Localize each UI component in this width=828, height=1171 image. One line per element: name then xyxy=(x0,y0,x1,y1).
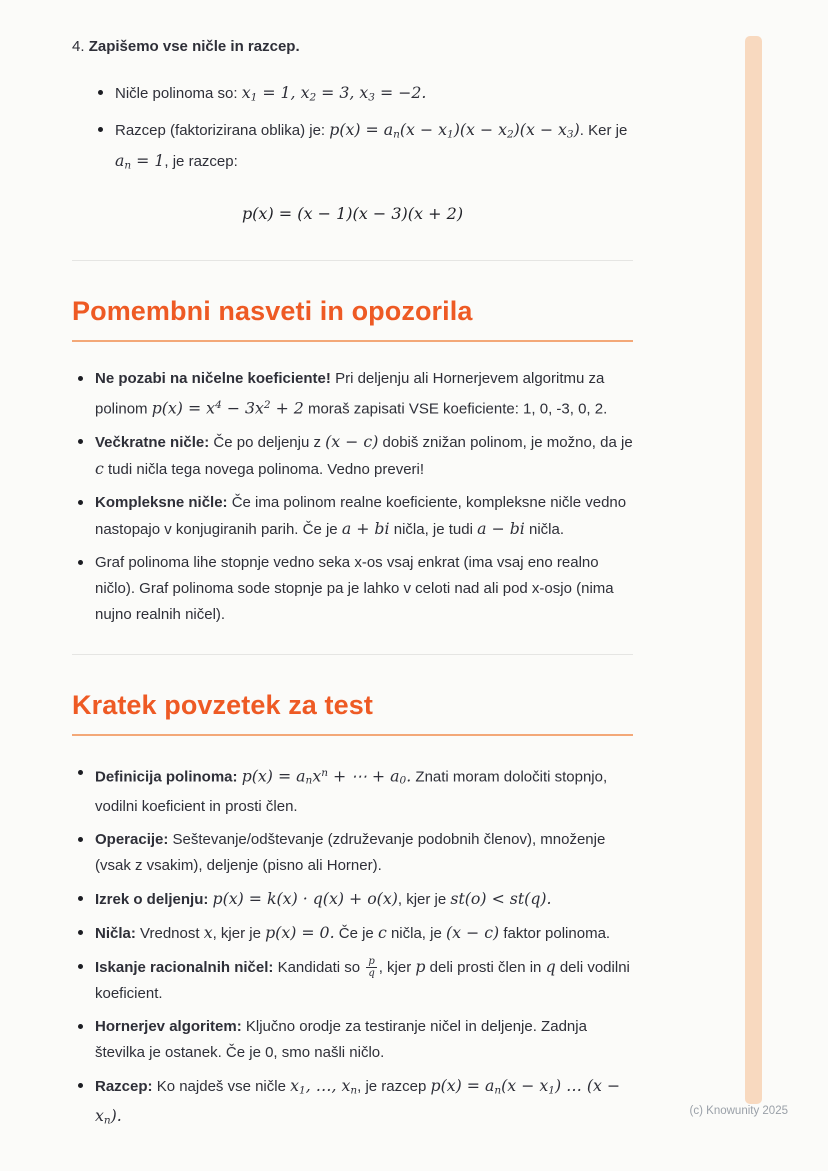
text-segment: p(x) = 0. xyxy=(265,922,335,942)
text-segment: 0 xyxy=(399,774,407,787)
text-segment: moraš zapisati VSE koeficiente: 1, 0, -3, 0, 2. xyxy=(303,400,608,418)
text-segment: Ključno orodje za testiranje ničel in deljenje. Zadnja številka je ostanek. Če je 0, smo našli ničlo. xyxy=(95,1017,587,1061)
text-segment: 3 xyxy=(566,128,574,141)
text-segment: faktor polinoma. xyxy=(499,924,611,942)
text-segment: Razcep: xyxy=(95,1077,153,1095)
text-segment: Pri deljenju ali Hornerjevem algoritmu za polinom xyxy=(95,369,605,418)
list-item xyxy=(92,117,633,178)
list-item xyxy=(72,366,633,422)
text-segment: p xyxy=(415,956,426,976)
text-segment: = 1 xyxy=(131,150,165,170)
text-segment: x xyxy=(290,1075,299,1095)
list-item xyxy=(72,490,633,543)
text-segment: , kjer je xyxy=(397,890,451,908)
text-segment: )(x − x xyxy=(453,120,507,140)
section-heading-nasveti: Pomembni nasveti in opozorila xyxy=(72,295,633,342)
text-segment: c xyxy=(377,922,387,942)
text-segment: x xyxy=(241,83,251,102)
text-segment: Razcep (faktorizirana oblika) je: xyxy=(115,122,330,140)
text-segment: + 2 xyxy=(270,398,304,418)
text-segment: p(x) = a xyxy=(329,120,394,140)
text-segment: 2 xyxy=(506,128,514,141)
text-segment: p(x) = a xyxy=(430,1075,495,1095)
text-segment: (x − x xyxy=(501,1075,549,1095)
list-item xyxy=(72,1073,633,1134)
text-segment: 1 xyxy=(447,128,454,141)
text-segment: Če ima polinom realne koeficiente, kompleksne ničle vedno nastopajo v konjugiranih parih. Če je xyxy=(95,494,627,539)
text-segment: x xyxy=(203,922,213,942)
text-segment: ničla, je tudi xyxy=(389,521,478,539)
text-segment: ). xyxy=(110,1105,122,1125)
text-segment: . xyxy=(406,766,412,786)
povzetek-bullet-list xyxy=(72,760,633,1133)
text-segment: , kjer je xyxy=(212,924,266,942)
footer-credit: (c) Knowunity 2025 xyxy=(689,1105,788,1117)
text-segment: )(x − x xyxy=(513,120,567,140)
list-item xyxy=(72,760,633,820)
list-item xyxy=(72,827,633,879)
text-segment: ničla. xyxy=(524,521,565,539)
text-segment: dobiš znižan polinom, je možno, da je xyxy=(378,434,633,452)
text-segment: Znati moram določiti stopnjo, vodilni koeficient in prosti člen. xyxy=(95,768,608,815)
text-segment: = −2. xyxy=(374,83,427,102)
text-segment: 2 xyxy=(309,91,317,104)
text-segment: 2 xyxy=(263,398,271,411)
text-segment: 1 xyxy=(548,1083,555,1096)
section-heading-povzetek: Kratek povzetek za test xyxy=(72,689,633,736)
text-segment: Graf polinoma lihe stopnje vedno seka x-os vsaj enkrat (ima vsaj eno realno ničlo). Graf polinoma sode stopnje pa je lahko v celoti nad ali pod x-osjo (nima nujno realnih ničel). xyxy=(95,554,614,624)
text-segment: n xyxy=(350,1083,358,1096)
text-segment: a − bi xyxy=(477,519,525,539)
text-segment: p(x) = a xyxy=(241,766,306,786)
text-segment: tudi ničla tega novega polinoma. Vedno preveri! xyxy=(103,461,425,479)
text-segment: Kandidati so xyxy=(273,958,365,976)
text-segment: , je razcep: xyxy=(164,152,238,170)
text-segment: x xyxy=(300,83,310,102)
text-segment: (x − c) xyxy=(325,432,379,452)
step-bullet-list xyxy=(92,80,633,178)
text-segment: Operacije: xyxy=(95,830,169,848)
text-segment: Če je xyxy=(334,924,378,942)
text-segment: x xyxy=(312,766,322,786)
text-segment: 1 xyxy=(250,91,258,104)
text-segment: Ničle polinoma so: xyxy=(115,85,242,102)
text-segment: + ⋯ + a xyxy=(327,766,400,786)
text-segment: Definicija polinoma: xyxy=(95,768,238,786)
section-divider xyxy=(72,654,633,655)
section-divider xyxy=(72,260,633,261)
text-segment: n xyxy=(103,1114,111,1127)
list-item xyxy=(72,1014,633,1066)
text-segment: = 1, xyxy=(257,83,301,102)
text-segment: ) xyxy=(573,120,580,140)
text-segment: , je razcep xyxy=(357,1077,431,1095)
text-segment: c xyxy=(95,459,104,479)
list-item xyxy=(72,920,633,947)
text-segment: deli vodilni koeficient. xyxy=(95,958,630,1002)
text-segment: p(x) = x xyxy=(151,398,216,418)
list-item xyxy=(72,550,633,628)
text-segment: . Ker je xyxy=(579,122,628,140)
text-segment: Ko najdeš vse ničle xyxy=(152,1077,291,1095)
text-segment: n xyxy=(124,158,132,171)
text-segment: , kjer xyxy=(378,958,416,976)
list-item xyxy=(92,80,633,110)
text-segment: 4 xyxy=(215,398,222,411)
list-item xyxy=(72,886,633,913)
text-segment: Zapišemo vse ničle in razcep. xyxy=(88,38,300,55)
text-segment: Ničla: xyxy=(95,924,136,942)
text-segment: (x − c) xyxy=(445,922,500,942)
text-segment: Seštevanje/odštevanje (združevanje podobnih členov), množenje (vsak z vsakim), deljenje (pisno ali Horner). xyxy=(95,830,606,874)
text-segment: 3 xyxy=(368,91,375,104)
text-segment: n xyxy=(321,767,328,780)
factored-equation: p(x) = (x − 1)(x − 3)(x + 2) xyxy=(241,203,464,223)
text-segment: Večkratne ničle: xyxy=(95,434,210,452)
list-item xyxy=(72,429,633,483)
list-item xyxy=(72,954,633,1007)
text-segment: 1 xyxy=(299,1083,306,1096)
text-segment: a xyxy=(115,150,125,170)
text-segment: , …, x xyxy=(305,1075,351,1095)
text-segment: − 3x xyxy=(221,398,264,418)
text-segment: st(o) < st(q). xyxy=(450,888,552,908)
text-segment: 4. xyxy=(72,38,89,55)
text-segment: Vrednost xyxy=(135,924,204,942)
text-segment: Iskanje racionalnih ničel: xyxy=(95,958,274,976)
text-segment: Ne pozabi na ničelne koeficiente! xyxy=(95,369,331,387)
text-segment: n xyxy=(393,128,400,141)
text-segment: (x − x xyxy=(399,120,448,140)
text-segment: Izrek o deljenju: xyxy=(95,890,209,908)
text-segment: = 3, xyxy=(316,83,360,102)
inline-fraction: $\frac{p}{q}$ xyxy=(368,955,375,980)
page-accent-strip xyxy=(745,36,762,1104)
document-content xyxy=(72,36,633,1140)
nasveti-bullet-list xyxy=(72,366,633,628)
text-segment: ničla, je xyxy=(386,924,446,942)
text-segment: Hornerjev algoritem: xyxy=(95,1017,242,1035)
text-segment: n xyxy=(494,1083,502,1096)
text-segment: a + bi xyxy=(341,519,390,539)
text-segment: Kompleksne ničle: xyxy=(95,494,228,512)
text-segment: p(x) = k(x) · q(x) + o(x) xyxy=(212,888,398,908)
step-heading xyxy=(72,36,633,58)
text-segment: ) … (x − x xyxy=(95,1075,621,1125)
text-segment: n xyxy=(305,774,313,787)
text-segment: deli prosti člen in xyxy=(425,958,546,976)
text-segment: q xyxy=(545,956,556,976)
text-segment: x xyxy=(359,83,369,102)
text-segment: Če po deljenju z xyxy=(209,434,326,452)
